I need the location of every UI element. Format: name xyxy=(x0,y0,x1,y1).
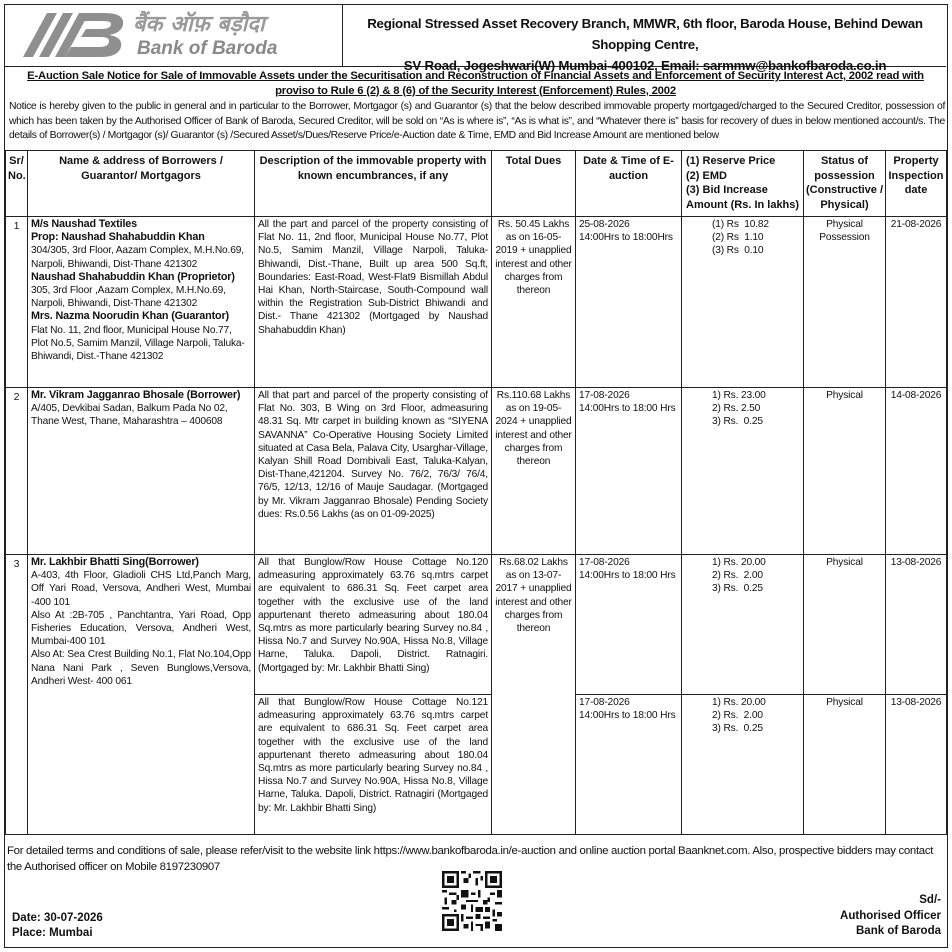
property-description: All that Bunglow/Row House Cottage No.121 admeasuring approximately 63.76 sq.mtrs carpet are equivalent to 686.31 Sq. Feet carpet area together with the exclusive use of the land appurtenant thereto admeasuring about 180.04 Sq.mtrs as more particularly bearing Survey no.84 , Hissa No.7 and Survey No.90A, Hissa No.8, Village Harne, Taluka. Dapoli, District. Ratnagiri (Mortgaged by: Mr. Lakhbir Bhatti Sing) xyxy=(255,695,492,835)
property-description: All the part and parcel of the property consisting of Flat No. 11, 2nd floor, Municipal House No.77, Plot No.5, Samim Manzil, Village Narpoli, Taluka- Bhiwandi, Dist.-Thane, Built up area 500 Sq.ft, Boundaries: East-Road, West-Flat9 Bismillah Abdul Hai Khan, North-Staircase, South-Compound wall within the Registration Sub-District Bhiwandi and Dist.- Thane 421302 (Mortgaged by Naushad Shahabuddin Khan) xyxy=(255,217,492,388)
header-sr: Sr/ No. xyxy=(6,151,28,217)
reserve-price: (1) Rs 10.82 xyxy=(712,219,769,230)
header-emd: (2) EMD xyxy=(686,169,727,182)
possession-status: Physical xyxy=(804,555,886,695)
auction-time: 14:00Hrs to 18:00 Hrs xyxy=(579,570,676,582)
borrower-cell xyxy=(28,555,255,835)
auction-date: 17-08-2026 xyxy=(579,557,630,568)
sr-no: 2 xyxy=(6,388,28,555)
bid-increase: 3) Rs. 0.25 xyxy=(712,416,763,428)
proprietor-name: Prop: Naushad Shahabuddin Khan xyxy=(31,231,205,244)
emd: (2) Rs 1.10 xyxy=(712,232,764,244)
table-header-row xyxy=(6,151,947,217)
emd: 2) Rs. 2.50 xyxy=(712,403,761,415)
date-place xyxy=(12,911,103,941)
branch-address xyxy=(345,13,945,76)
total-dues: Rs. 50.45 Lakhs as on 16-05-2019 + unapplied interest and other charges from thereon xyxy=(492,217,576,388)
proprietor-name: Naushad Shahabuddin Khan (Proprietor) xyxy=(31,270,235,283)
header-reserve-price: (1) Reserve Price xyxy=(686,155,776,167)
auction-datetime xyxy=(576,217,682,388)
emd: 2) Rs. 2.00 xyxy=(712,570,763,582)
table-row xyxy=(6,217,947,388)
reserve-emd-bid xyxy=(682,695,804,835)
auction-datetime xyxy=(576,695,682,835)
reserve-emd-bid xyxy=(682,388,804,555)
sr-no: 1 xyxy=(6,217,28,388)
borrower-cell xyxy=(28,388,255,555)
guarantor-address: Flat No. 11, 2nd floor, Municipal House No.77, Plot No.5, Samim Manzil, Village Narpoli, Taluka- Bhiwandi, Dist.-Thane 421302 xyxy=(31,324,245,363)
header-description: Description of the immovable property with known encumbrances, if any xyxy=(255,151,492,217)
terms-note: For detailed terms and conditions of sale, please refer/visit to the website link https://www.bankofbaroda.in/e-auction and online auction portal Baanknet.com. Also, prospective bidders may contact the Authorised officer on Mobile 8197230907 xyxy=(7,845,934,873)
borrower-address-alt-2: Also At: Sea Crest Building No.1, Flat No.104,Opp Nana Nani Park , Seven Bunglows,Versova, Andheri West- 400 061 xyxy=(31,649,251,687)
inspection-date: 21-08-2026 xyxy=(886,217,947,388)
auction-date: 25-08-2026 xyxy=(579,219,630,230)
inspection-date: 13-08-2026 xyxy=(886,555,947,695)
table-row xyxy=(6,555,947,695)
sr-no: 3 xyxy=(6,555,28,835)
auction-table xyxy=(5,150,947,835)
auction-time: 14:00Hrs to 18:00 Hrs xyxy=(579,403,676,415)
header-status: Status of possession (Constructive / Physical) xyxy=(804,151,886,217)
reserve-emd-bid xyxy=(682,555,804,695)
borrower-cell xyxy=(28,217,255,388)
reserve-price: 1) Rs. 20.00 xyxy=(712,557,766,568)
header-total-dues: Total Dues xyxy=(492,151,576,217)
bank-logo xyxy=(5,5,343,66)
total-dues: Rs.110.68 Lakhs as on 19-05-2024 + unapplied interest and other charges from thereon xyxy=(492,388,576,555)
signature-sd: Sd/- xyxy=(919,894,941,906)
auction-datetime xyxy=(576,555,682,695)
signature-designation: Authorised Officer xyxy=(840,909,941,922)
borrower-address: 304/305, 3rd Floor, Aazam Complex, M.H.No.69, Narpoli, Bhiwandi, Dist-Thane 421302 xyxy=(31,245,244,270)
borrower-name: Mr. Lakhbir Bhatti Sing(Borrower) xyxy=(31,556,199,568)
table-row xyxy=(6,388,947,555)
possession-status: Physical Possession xyxy=(804,217,886,388)
auction-date: 17-08-2026 xyxy=(579,697,630,708)
auction-time: 14:00Hrs to 18:00Hrs xyxy=(579,232,673,244)
header-reserve xyxy=(682,151,804,217)
notice-title: E-Auction Sale Notice for Sale of Immovable Assets under the Securitisation and Reconstruction of Financial Assets and Enforcement of Security Interest Act, 2002 read with proviso to Rule 6 (2) & 8 (6) of the Security Interest (Enforcement) Rules, 2002 xyxy=(27,70,924,97)
bid-increase: 3) Rs. 0.25 xyxy=(712,723,763,735)
borrower-address-alt-1: Also At :2B-705 , Panchtantra, Yari Road, Opp Fisheries Education, Versova, Andheri West, Mumbai-400 101 xyxy=(31,609,251,648)
signature-block xyxy=(840,893,941,940)
auction-time: 14:00Hrs to 18:00 Hrs xyxy=(579,710,676,722)
emd: 2) Rs. 2.00 xyxy=(712,710,763,722)
branch-address-line-2: SV Road, Jogeshwari(W) Mumbai-400102, Email: sarmmw@bankofbaroda.co.in xyxy=(403,58,887,73)
header-auction-date: Date & Time of E-auction xyxy=(576,151,682,217)
bid-increase: 3) Rs. 0.25 xyxy=(712,583,763,595)
auction-datetime xyxy=(576,388,682,555)
notice-intro: Notice is hereby given to the public in general and in particular to the Borrower, Mortgagor (s) and Guarantor (s) that the below described immovable property mortgaged/charged to the Secured Creditor, possession of which has been taken by the Authorised Officer of Bank of Baroda, Secured Creditor, will be sold on “As is where is”, “As is what is”, and “Whatever there is” basis for recovery of dues in below mentioned account/s. The details of Borrower(s) / Mortgagor (s)/ Guarantor (s) /Secured Asset/s/Dues/Reserve Price/e-Auction date & Time, EMD and Bid Increase Amount are mentioned below xyxy=(9,101,945,141)
borrower-name: M/s Naushad Textiles xyxy=(31,218,138,230)
borrower-address: A/405, Devkibai Sadan, Balkum Pada No 02, Thane West, Thane, Maharashtra – 400608 xyxy=(31,403,228,428)
reserve-price: 1) Rs. 23.00 xyxy=(712,390,766,401)
auction-date: 17-08-2026 xyxy=(579,390,630,401)
possession-status: Physical xyxy=(804,695,886,835)
baroda-sun-logo-icon xyxy=(17,11,129,59)
borrower-address: A-403, 4th Floor, Gladioli CHS Ltd,Panch Marg, Off Yari Road, Versova, Andheri West, Mumbai -400 101 xyxy=(31,570,251,608)
notice-frame xyxy=(4,4,948,948)
possession-status: Physical xyxy=(804,388,886,555)
proprietor-address: 305, 3rd Floor ,Aazam Complex, M.H.No.69, Narpoli, Bhiwandi, Dist-Thane 421302 xyxy=(31,285,226,310)
reserve-price: 1) Rs. 20.00 xyxy=(712,697,766,708)
header-name: Name & address of Borrowers / Guarantor/ Mortgagors xyxy=(28,151,255,217)
property-description: All that Bunglow/Row House Cottage No.120 admeasuring approximately 63.76 sq.mtrs carpet are equivalent to 686.31 Sq. Feet carpet area together with the exclusive use of the land appurtenant thereto admeasuring about 180.04 Sq.mtrs as more particularly bearing Survey no.84 , Hissa No.7 and Survey No.90A, Hissa No.8, Village Harne, Taluka. Dapoli, District. Ratnagiri. (Mortgaged by: Mr. Lakhbir Bhatti Sing) xyxy=(255,555,492,695)
notice-place: Place: Mumbai xyxy=(12,927,93,939)
reserve-emd-bid xyxy=(682,217,804,388)
header xyxy=(5,5,946,73)
logo-english-text: Bank of Baroda xyxy=(137,38,278,59)
qr-code-icon xyxy=(442,871,502,931)
notice-date: Date: 30-07-2026 xyxy=(12,912,103,924)
signature-bank: Bank of Baroda xyxy=(856,925,941,937)
guarantor-name: Mrs. Nazma Noorudin Khan (Guarantor) xyxy=(31,310,229,323)
inspection-date: 14-08-2026 xyxy=(886,388,947,555)
logo-hindi-text: बैंक ऑफ़ बड़ौदा xyxy=(133,11,265,37)
inspection-date: 13-08-2026 xyxy=(886,695,947,835)
header-bid-increase: (3) Bid Increase Amount (Rs. In lakhs) xyxy=(686,184,800,211)
total-dues: Rs.68.02 Lakhs as on 13-07-2017 + unapplied interest and other charges from thereon xyxy=(492,555,576,835)
bid-increase: (3) Rs 0.10 xyxy=(712,245,764,257)
branch-address-line-1: Regional Stressed Asset Recovery Branch, MMWR, 6th floor, Baroda House, Behind Dewan Shopping Centre, xyxy=(367,16,923,52)
borrower-name: Mr. Vikram Jagganrao Bhosale (Borrower) xyxy=(31,389,241,401)
header-inspection: Property Inspection date xyxy=(886,151,947,217)
property-description: All that part and parcel of the property consisting of Flat No. 303, B Wing on 3rd Floor, admeasuring 48.31 Sq. Mtr carpet in building known as “SIYENA SAVANNA” Co-Operative Housing Society Limited situated at Casa Bela, Palava City, Usarghar-Village, Kalyan Shill Road Dombivali East, Taluka-Kalyan, Dist-Thane,421204. Survey No. 76/2, 76/3/ 76/4, 76/5, 12/13, 12/16 of Mauje Saudagar. (Mortgaged by Mr. Vikram Jagganrao Bhosale) Pending Society dues: Rs.0.56 Lakhs (as on 01-09-2025) xyxy=(255,388,492,555)
